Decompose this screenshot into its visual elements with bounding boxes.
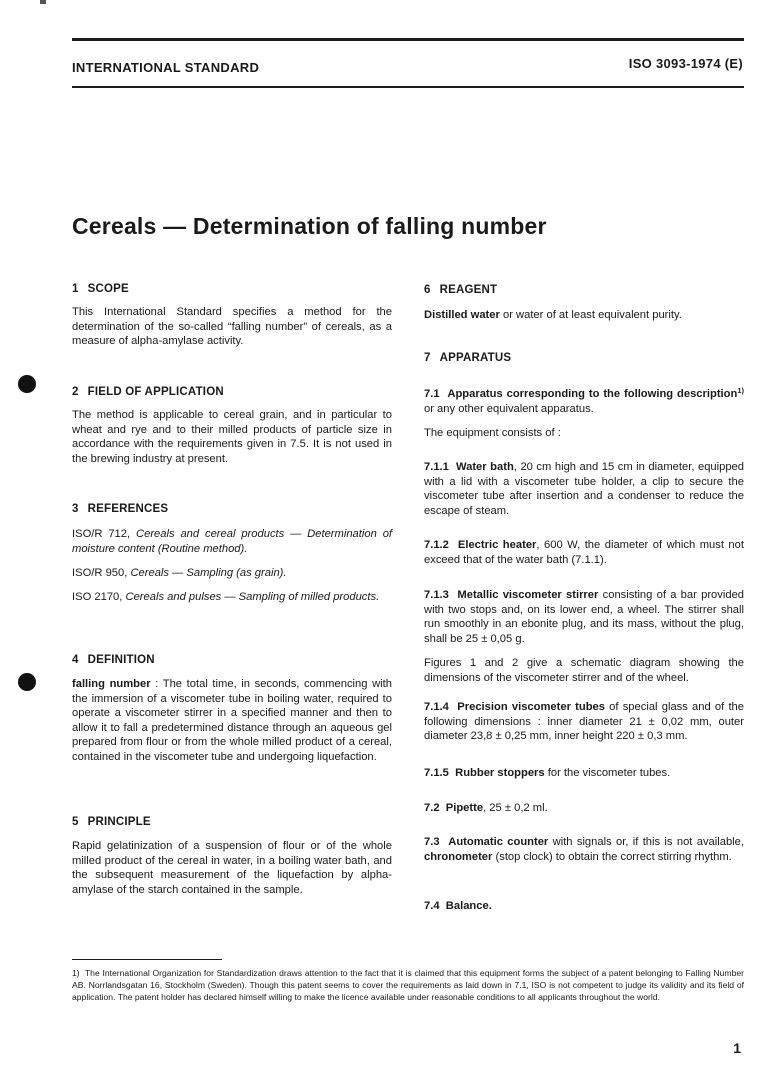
clause-term: Rubber stoppers [455,767,545,779]
clause-number: 7.1.5 [424,767,449,779]
definition-text: : The total time, in seconds, commencing with the immersion of a viscometer tube in boiling water, required to operate a viscometer stirrer in a specified manner and then to allow it to fall a predetermined distance through an aqueous gel prepared from flour or from the whole milled product of a cereal, contained in the viscometer tube and undergoing liquefaction. [72,678,392,763]
clause-term: Balance. [445,900,492,912]
section-heading-reagent [424,284,497,296]
section-number: 1 [72,283,79,295]
clause-text: , 600 W, the diameter of which must not exceed that of the water bath (7.1.1). [424,539,744,566]
clause-term: Metallic viscometer stirrer [457,589,599,601]
reference-code: ISO/R 712, [72,528,131,540]
section-heading-scope [72,283,129,295]
footnote [72,967,744,1003]
clause-7-1-2 [424,538,744,567]
clause-text: for the viscometer tubes. [544,767,671,779]
reference-iso-r-950 [72,566,392,581]
clause-7-1-5 [424,766,744,781]
clause-term: Electric heater [457,539,537,551]
footnote-text: The International Organization for Standardization draws attention to the fact that it is claimed that this equipment forms the subject of a patent belonging to Falling Number AB. Norrlandsgatan 16, Stockholm (Sweden). Though this patent seems to cover the requirements as laid down in 7.1, ISO is not competent to judge its validity and its field of application. The patent holder has declared himself willing to make the licence available under reasonable conditions to all applicants throughout the world. [72,968,744,1002]
header-document-number: ISO 3093-1974 (E) [628,56,743,71]
section-heading-principle [72,816,151,828]
reference-title: Cereals and cereal products — Determination of moisture content (Routine method). [72,528,393,555]
clause-7-1-1 [424,460,744,518]
section-title: FIELD OF APPLICATION [87,386,224,398]
scan-corner-mark [40,0,46,4]
section-title: APPARATUS [439,352,512,364]
section-number: 2 [72,386,79,398]
clause-text: of special glass and of the following dimensions : inner diameter 21 ± 0,02 mm, outer diameter 23,8 ± 0,25 mm, inner height 220 ± 0,3 mm. [424,701,744,743]
clause-number: 7.3 [424,836,440,848]
reagent-term: Distilled water [424,309,500,321]
clause-term-secondary: chronometer [424,850,493,863]
clause-text-continued: (stop clock) to obtain the correct stirring rhythm. [492,850,732,863]
clause-term: Pipette [445,802,484,814]
clause-7-1 [424,387,744,416]
section-number: 5 [72,816,79,828]
section-number: 3 [72,503,79,515]
clause-term: Apparatus corresponding to the following description [447,388,738,400]
clause-term: Precision viscometer tubes [457,701,605,713]
section-heading-definition [72,654,155,666]
footnote-marker: 1) [72,968,80,978]
principle-paragraph: Rapid gelatinization of a suspension of flour or of the whole milled product of the cereal in water, in a boiling water bath, and the subsequent measurement of the liquefaction by alpha-amylase of the starch contained in the sample. [72,840,392,896]
reference-code: ISO 2170, [72,591,123,603]
section-title: PRINCIPLE [87,816,151,828]
footnote-separator [72,959,222,960]
scope-paragraph: This International Standard specifies a method for the determination of the so-called “falling number” of cereals, as a measure of alpha-amylase activity. [72,306,392,348]
reagent-text: or water of at least equivalent purity. [499,309,682,321]
section-title: REFERENCES [87,503,169,515]
punch-hole-mark [18,673,36,691]
clause-7-3 [424,835,744,864]
section-heading-references [72,503,168,515]
section-number: 4 [72,654,79,666]
clause-text: , 20 cm high and 15 cm in diameter, equipped with a lid with a viscometer tube holder, a clip to secure the viscometer tube after insertion and a condenser to reduce the escape of steam. [424,461,745,517]
clause-number: 7.1.4 [424,701,449,713]
clause-number: 7.2 [424,802,440,814]
section-title: REAGENT [439,284,498,296]
footnote-reference[interactable]: 1) [737,386,744,395]
section-title: SCOPE [87,283,129,295]
reference-code: ISO/R 950, [72,567,128,579]
section-number: 7 [424,352,431,364]
page-number: 1 [733,1040,741,1056]
clause-text: with signals or, if this is not available, [548,836,744,848]
clause-text: or any other equivalent apparatus. [424,402,594,415]
reagent-paragraph [424,308,744,323]
document-title: Cereals — Determination of falling number [72,213,547,239]
reference-iso-r-712 [72,527,392,556]
reference-iso-2170 [72,590,392,605]
punch-hole-mark [18,375,36,393]
clause-number: 7.1 [424,388,440,400]
section-title: DEFINITION [87,654,155,666]
header-standard-label: INTERNATIONAL STANDARD [72,60,260,75]
clause-text: consisting of a bar provided with two stops and, on its lower end, a wheel. The stirrer shall run smoothly in an ebonite plug, and its mass, without the plug, shall be 25 ± 0,05 g. [424,589,745,645]
section-heading-apparatus [424,352,511,364]
clause-text: , 25 ± 0,2 ml. [483,802,548,814]
field-of-application-paragraph: The method is applicable to cereal grain, and in particular to wheat and rye and to their milled products of particle size in accordance with the requirements given in 7.5. It is not used in the brewing industry at present. [72,409,392,465]
clause-term: Water bath [455,461,514,473]
defined-term: falling number [72,678,151,690]
equipment-intro: The equipment consists of : [424,427,561,439]
clause-term: Automatic counter [448,836,549,848]
section-number: 6 [424,284,431,296]
clause-7-2 [424,801,744,816]
definition-paragraph [72,677,392,765]
clause-number: 7.1.3 [424,589,449,601]
clause-7-1-3 [424,588,744,646]
header-top-rule [72,38,744,41]
reference-title: Cereals and pulses — Sampling of milled products. [125,591,380,603]
header-bottom-rule [72,86,744,88]
figures-note: Figures 1 and 2 give a schematic diagram showing the dimensions of the viscometer stirrer and of the wheel. [424,657,744,684]
clause-7-1-4 [424,700,744,744]
clause-number: 7.4 [424,900,440,912]
clause-number: 7.1.1 [424,461,449,473]
reference-title: Cereals — Sampling (as grain). [130,567,287,579]
clause-7-4 [424,899,744,914]
section-heading-field-of-application [72,386,224,398]
clause-number: 7.1.2 [424,539,449,551]
